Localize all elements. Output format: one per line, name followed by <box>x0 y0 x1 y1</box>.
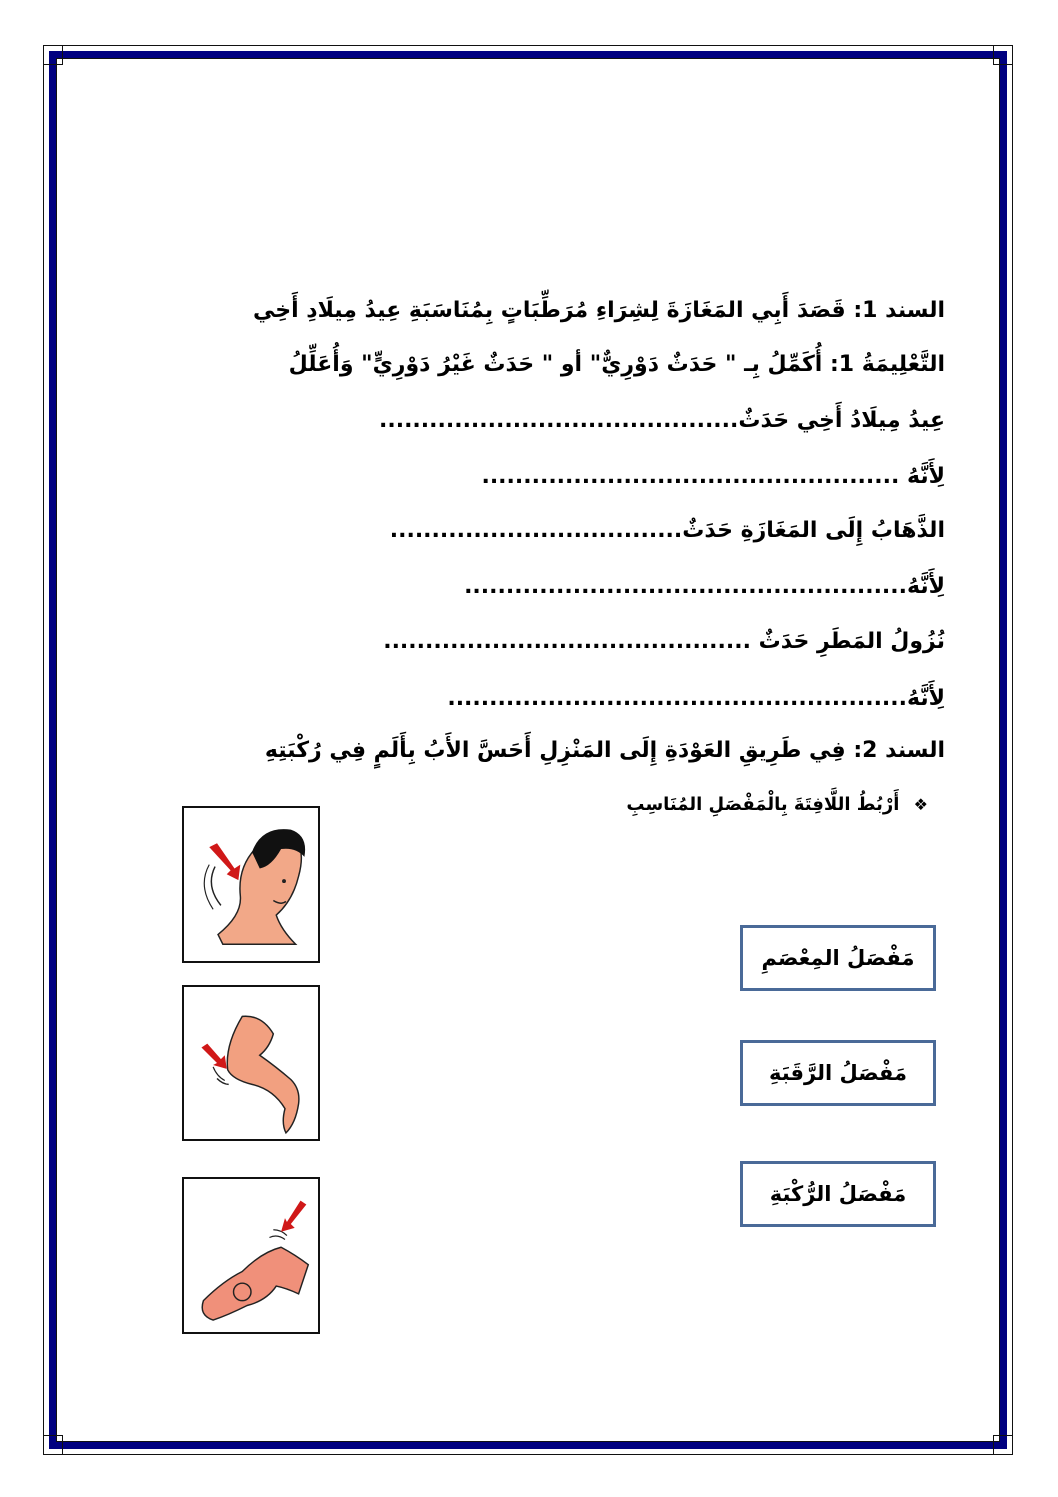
item-statement <box>383 627 945 657</box>
item-statement <box>379 406 945 436</box>
source-1-label: السند 1: <box>853 298 945 323</box>
frame-corner <box>43 45 63 65</box>
neck-pain-icon <box>184 808 318 961</box>
label-neck-joint[interactable] <box>740 1040 936 1106</box>
label-knee-joint[interactable] <box>740 1161 936 1227</box>
item-reason <box>447 684 945 714</box>
picture-wrist[interactable] <box>182 1177 320 1334</box>
task-text: أَرْبُطُ اللَّافِتَةَ بِالْمَفْصَلِ المُنَاسِبِ <box>626 794 900 815</box>
reason-text: لِأَنَّهُ <box>907 686 945 711</box>
instruction-1 <box>289 350 945 380</box>
wrist-pain-icon <box>184 1179 318 1332</box>
answer-blank[interactable]: ................................... <box>389 518 683 543</box>
instruction-1-text: أُكَمِّلُ بِـ " حَدَثٌ دَوْرِيٌّ" أو " حَدَثٌ غَيْرُ دَوْرِيٍّ" وَأُعَلِّلُ <box>288 352 823 377</box>
frame-corner <box>993 1435 1013 1455</box>
answer-blank[interactable]: ..................................................... <box>464 574 908 599</box>
knee-pain-icon <box>184 987 318 1139</box>
source-2 <box>265 736 945 766</box>
source-1 <box>253 296 945 326</box>
statement-text: عِيدُ مِيلَادُ أَخِي حَدَثٌ <box>738 408 945 433</box>
source-2-text: فِي طَرِيقِ العَوْدَةِ إِلَى المَنْزِلِ أَحَسَّ الأَبُ بِأَلَمٍ فِي رُكْبَتِهِ <box>264 738 846 763</box>
reason-text: لِأَنَّهُ <box>907 574 945 599</box>
statement-text: الذَّهَابُ إِلَى المَغَازَةِ حَدَثٌ <box>682 518 945 543</box>
picture-knee[interactable] <box>182 985 320 1141</box>
item-reason <box>481 462 945 492</box>
answer-blank[interactable]: ............................................ <box>383 629 751 654</box>
answer-blank[interactable]: ........................................... <box>379 408 739 433</box>
source-1-text: قَصَدَ أَبِي المَغَازَةَ لِشِرَاءِ مُرَطِّبَاتٍ بِمُنَاسَبَةِ عِيدُ مِيلَادِ أَخِي <box>252 298 846 323</box>
answer-blank[interactable]: ....................................................... <box>447 686 908 711</box>
statement-text: نُزُولُ المَطَرِ حَدَثٌ <box>758 629 945 654</box>
frame-corner <box>993 45 1013 65</box>
label-wrist-joint[interactable] <box>740 925 936 991</box>
item-statement <box>390 516 945 546</box>
instruction-1-label: التَّعْلِيمَةُ 1: <box>829 352 945 377</box>
picture-neck[interactable] <box>182 806 320 963</box>
reason-text: لِأَنَّهُ <box>907 464 945 489</box>
bullet-icon: ❖ <box>913 795 928 814</box>
item-reason <box>464 572 945 602</box>
frame-corner <box>43 1435 63 1455</box>
label-text: مَفْصَلُ الرَّقَبَةِ <box>768 1061 908 1085</box>
source-2-label: السند 2: <box>853 738 945 763</box>
label-text: مَفْصَلُ الرُّكْبَةِ <box>769 1182 907 1206</box>
task-instruction <box>626 790 928 820</box>
answer-blank[interactable]: .................................................. <box>481 464 900 489</box>
label-text: مَفْصَلُ المِعْصَمِ <box>761 946 915 970</box>
